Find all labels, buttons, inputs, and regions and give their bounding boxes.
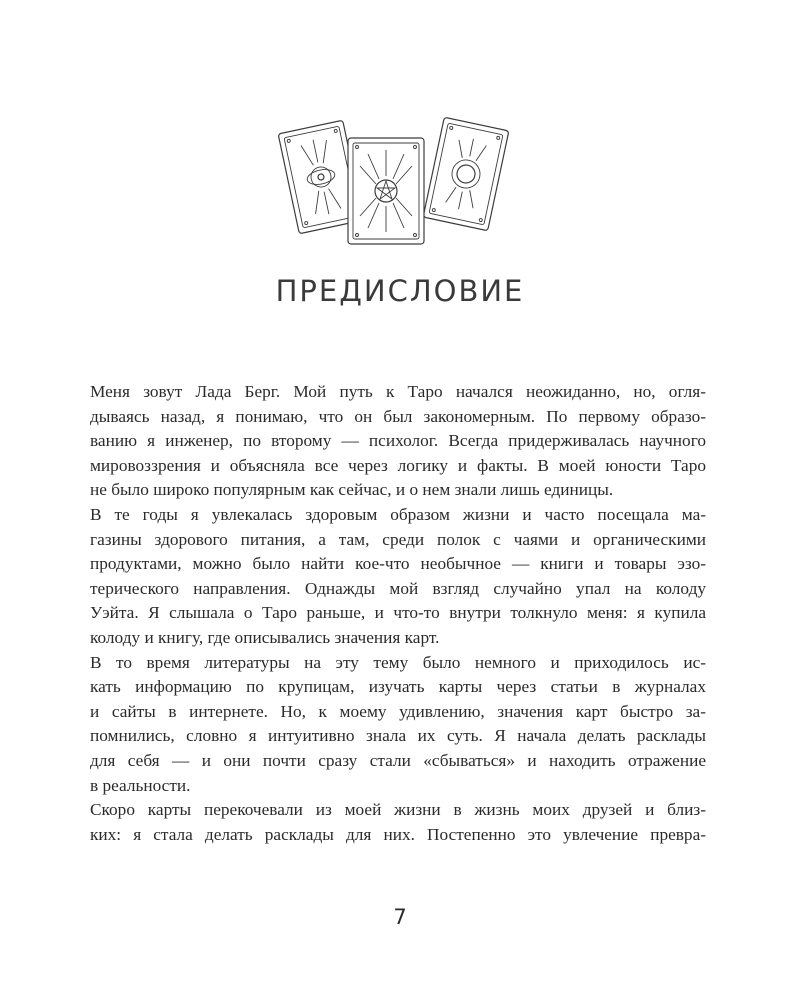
paragraph (90, 651, 706, 799)
text-line: не было широко популярным как сейчас, и о нем знали лишь единицы. (90, 480, 614, 500)
tarot-card-sun-icon (423, 117, 509, 230)
text-line: ких: я стала делать расклады для них. Постепенно это увлечение превра- (90, 824, 706, 844)
text-line: продуктами, можно было найти кое-что необычное — книги и товары эзо- (90, 554, 706, 574)
tarot-cards-illustration (276, 104, 512, 250)
text-line: В те годы я увлекалась здоровым образом жизни и часто посещала ма- (90, 504, 706, 524)
text-line: и сайты в интернете. Но, к моему удивлению, значения карт быстро за- (90, 701, 706, 721)
text-line: Меня зовут Лада Берг. Мой путь к Таро начался неожиданно, но, огля- (90, 382, 706, 401)
text-line: мировоззрения и объясняла все через логику и факты. В моей юности Таро (90, 455, 706, 475)
text-line: помнились, словно я интуитивно знала их суть. Я начала делать расклады (90, 726, 706, 746)
text-line: для себя — и они почти сразу стали «сбываться» и находить отражение (90, 750, 706, 770)
text-line: колоду и книгу, где описывались значения карт. (90, 627, 440, 647)
tarot-card-pentacle-icon (348, 138, 424, 244)
text-line: кать информацию по крупицам, изучать карты через статьи в журналах (90, 677, 706, 697)
paragraph (90, 380, 706, 503)
paragraph (90, 798, 706, 847)
text-line: Скоро карты перекочевали из моей жизни в жизнь моих друзей и близ- (90, 800, 706, 820)
text-line: В то время литературы на эту тему было немного и приходилось ис- (90, 652, 706, 672)
page-number: 7 (393, 905, 407, 929)
text-line: газины здорового питания, а там, среди полок с чаями и органическими (90, 529, 706, 549)
text-line: Уэйта. Я слышала о Таро раньше, и что-то внутри толкнуло меня: я купила (90, 603, 706, 623)
page-title: ПРЕДИСЛОВИЕ (275, 274, 525, 308)
text-line: дываясь назад, я понимаю, что он был закономерным. По первому образо- (90, 406, 706, 426)
text-line: в реальности. (90, 775, 191, 795)
text-line: терического направления. Однажды мой взгляд случайно упал на колоду (90, 578, 706, 598)
text-line: ванию я инженер, по второму — психолог. Всегда придерживалась научного (90, 431, 706, 451)
body-text (90, 380, 706, 847)
paragraph (90, 503, 706, 651)
